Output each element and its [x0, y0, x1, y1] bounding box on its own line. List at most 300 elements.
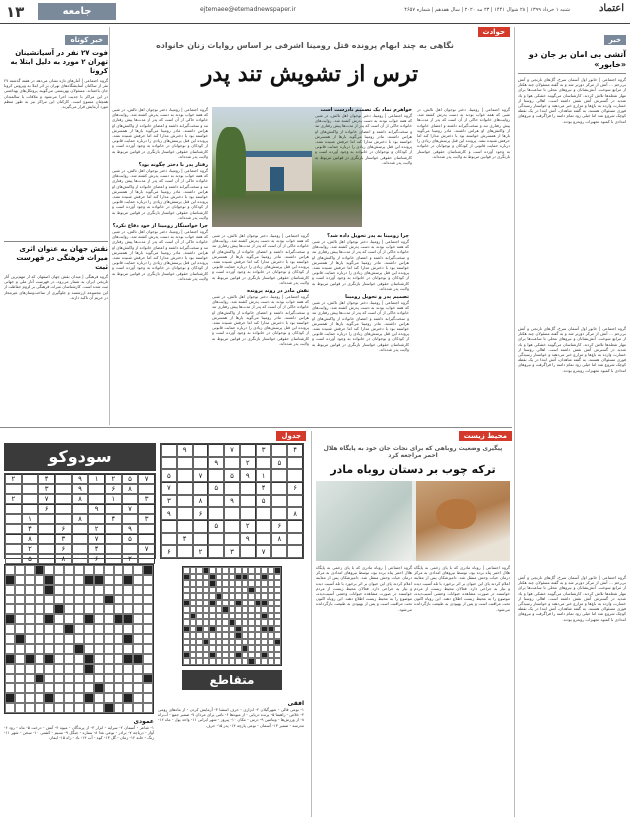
crossword-cell[interactable] [25, 664, 35, 674]
crossword-cell[interactable] [25, 703, 35, 713]
sudoku-cell[interactable]: ۵ [224, 469, 240, 482]
crossword-cell[interactable] [64, 614, 74, 624]
crossword-cell[interactable] [25, 693, 35, 703]
crossword-cell[interactable] [35, 703, 45, 713]
crossword-cell[interactable] [15, 565, 25, 575]
crossword-cell[interactable] [54, 634, 64, 644]
crossword-cell[interactable] [35, 624, 45, 634]
crossword-cell[interactable] [94, 624, 104, 634]
crossword-cell[interactable] [64, 674, 74, 684]
sudoku-cell[interactable] [208, 495, 224, 508]
crossword-cell[interactable] [94, 565, 104, 575]
crossword-cell[interactable] [114, 693, 124, 703]
crossword-cell[interactable] [44, 624, 54, 634]
crossword-cell[interactable] [44, 693, 54, 703]
crossword-cell[interactable] [5, 634, 15, 644]
crossword-cell[interactable] [143, 664, 153, 674]
crossword-cell[interactable] [54, 585, 64, 595]
crossword-cell[interactable] [25, 683, 35, 693]
sudoku-cell[interactable]: ۷ [193, 469, 209, 482]
crossword-cell[interactable] [44, 664, 54, 674]
crossword-cell[interactable] [5, 624, 15, 634]
crossword-cell[interactable] [133, 604, 143, 614]
crossword-cell[interactable] [123, 674, 133, 684]
crossword-cell[interactable] [143, 565, 153, 575]
crossword-cell[interactable] [25, 575, 35, 585]
crossword-cell[interactable] [104, 703, 114, 713]
crossword-cell[interactable] [104, 614, 114, 624]
sudoku-cell[interactable] [208, 507, 224, 520]
sudoku-cell[interactable]: ۳ [224, 545, 240, 558]
crossword-cell[interactable] [133, 595, 143, 605]
crossword-cell[interactable] [54, 624, 64, 634]
crossword-cell[interactable] [84, 565, 94, 575]
sudoku-cell[interactable] [271, 444, 287, 457]
crossword-cell[interactable] [25, 614, 35, 624]
sudoku-cell[interactable] [193, 533, 209, 546]
crossword-cell[interactable] [64, 654, 74, 664]
crossword-cell[interactable] [123, 565, 133, 575]
crossword-cell[interactable] [114, 624, 124, 634]
sudoku-cell[interactable] [208, 545, 224, 558]
crossword-cell[interactable] [114, 644, 124, 654]
crossword-cell[interactable] [25, 654, 35, 664]
sudoku-cell[interactable]: ۴ [177, 533, 193, 546]
sudoku-cell[interactable]: ۹ [240, 469, 256, 482]
crossword-cell[interactable] [64, 565, 74, 575]
sudoku-cell[interactable]: ۵ [208, 482, 224, 495]
sudoku-cell[interactable]: ۳ [256, 444, 272, 457]
crossword-cell[interactable] [104, 664, 114, 674]
crossword-cell[interactable] [114, 604, 124, 614]
crossword-cell[interactable] [84, 693, 94, 703]
crossword-cell[interactable] [64, 595, 74, 605]
crossword-cell[interactable] [25, 624, 35, 634]
crossword-cell[interactable] [5, 683, 15, 693]
sudoku-cell[interactable] [287, 495, 303, 508]
sudoku-cell[interactable] [240, 545, 256, 558]
sudoku-cell[interactable] [177, 545, 193, 558]
sudoku-cell[interactable] [287, 545, 303, 558]
crossword-cell[interactable] [133, 683, 143, 693]
crossword-cell[interactable] [74, 634, 84, 644]
sudoku-cell[interactable]: ۳ [161, 495, 177, 508]
sudoku-cell[interactable] [177, 469, 193, 482]
crossword-cell[interactable] [64, 683, 74, 693]
sudoku-cell[interactable] [256, 457, 272, 470]
crossword-cell[interactable] [94, 585, 104, 595]
crossword-cell[interactable] [143, 575, 153, 585]
crossword-cell[interactable] [104, 644, 114, 654]
crossword-cell[interactable] [44, 595, 54, 605]
crossword-cell[interactable] [143, 644, 153, 654]
sudoku-grid[interactable] [160, 443, 304, 559]
sudoku-cell[interactable]: ۶ [287, 482, 303, 495]
crossword-cell[interactable] [84, 624, 94, 634]
crossword-cell[interactable] [143, 604, 153, 614]
sudoku-cell[interactable] [240, 495, 256, 508]
crossword-cell[interactable] [94, 674, 104, 684]
sudoku-cell[interactable] [177, 495, 193, 508]
sudoku-cell[interactable] [256, 520, 272, 533]
sudoku-cell[interactable] [271, 545, 287, 558]
crossword-cell[interactable] [35, 585, 45, 595]
crossword-cell[interactable] [54, 683, 64, 693]
crossword-cell[interactable] [15, 614, 25, 624]
sudoku-cell[interactable] [287, 533, 303, 546]
crossword-cell[interactable] [44, 644, 54, 654]
crossword-cell[interactable] [123, 644, 133, 654]
crossword-cell[interactable] [15, 604, 25, 614]
crossword-cell[interactable] [143, 674, 153, 684]
crossword-cell[interactable] [64, 664, 74, 674]
sudoku-cell[interactable]: ۹ [161, 507, 177, 520]
crossword-cell[interactable] [15, 703, 25, 713]
crossword-cell[interactable] [114, 575, 124, 585]
crossword-cell[interactable] [104, 595, 114, 605]
crossword-cell[interactable] [143, 683, 153, 693]
crossword-cell[interactable] [5, 703, 15, 713]
crossword-cell[interactable] [143, 614, 153, 624]
crossword-cell[interactable] [25, 604, 35, 614]
crossword-cell[interactable] [54, 674, 64, 684]
crossword-cell[interactable] [25, 674, 35, 684]
crossword-cell[interactable] [35, 693, 45, 703]
sudoku-cell[interactable] [224, 457, 240, 470]
sudoku-cell[interactable] [161, 520, 177, 533]
sudoku-cell[interactable] [193, 520, 209, 533]
sudoku-cell[interactable] [271, 469, 287, 482]
crossword-cell[interactable] [94, 683, 104, 693]
sudoku-cell[interactable]: ۵ [161, 469, 177, 482]
sudoku-cell[interactable] [161, 533, 177, 546]
crossword-cell[interactable] [5, 644, 15, 654]
crossword-cell[interactable] [133, 614, 143, 624]
crossword-cell[interactable] [74, 624, 84, 634]
crossword-cell[interactable] [114, 565, 124, 575]
crossword-cell[interactable] [5, 575, 15, 585]
sudoku-cell[interactable]: ۷ [256, 545, 272, 558]
crossword-cell[interactable] [94, 634, 104, 644]
crossword-cell[interactable] [143, 634, 153, 644]
crossword-cell[interactable] [5, 565, 15, 575]
crossword-cell[interactable] [54, 575, 64, 585]
crossword-cell[interactable] [133, 654, 143, 664]
crossword-cell[interactable] [133, 575, 143, 585]
crossword-cell[interactable] [84, 614, 94, 624]
crossword-cell[interactable] [133, 634, 143, 644]
crossword-cell[interactable] [104, 634, 114, 644]
crossword-cell[interactable] [44, 585, 54, 595]
crossword-cell[interactable] [84, 634, 94, 644]
sudoku-cell[interactable]: ۶ [271, 520, 287, 533]
crossword-cell[interactable] [123, 683, 133, 693]
crossword-cell[interactable] [54, 664, 64, 674]
crossword-cell[interactable] [64, 575, 74, 585]
crossword-cell[interactable] [74, 693, 84, 703]
crossword-cell[interactable] [94, 644, 104, 654]
crossword-cell[interactable] [94, 575, 104, 585]
crossword-cell[interactable] [35, 604, 45, 614]
crossword-cell[interactable] [114, 674, 124, 684]
sudoku-cell[interactable]: ۸ [287, 507, 303, 520]
crossword-cell[interactable] [94, 654, 104, 664]
crossword-cell[interactable] [84, 644, 94, 654]
crossword-grid[interactable] [4, 564, 154, 714]
crossword-cell[interactable] [15, 585, 25, 595]
crossword-cell[interactable] [44, 634, 54, 644]
sudoku-cell[interactable]: ۷ [224, 444, 240, 457]
crossword-cell[interactable] [44, 703, 54, 713]
crossword-cell[interactable] [44, 654, 54, 664]
crossword-cell[interactable] [15, 693, 25, 703]
crossword-cell[interactable] [123, 624, 133, 634]
crossword-cell[interactable] [15, 624, 25, 634]
crossword-cell[interactable] [54, 644, 64, 654]
crossword-cell[interactable] [104, 683, 114, 693]
sudoku-cell[interactable] [287, 457, 303, 470]
crossword-cell[interactable] [64, 624, 74, 634]
crossword-cell[interactable] [123, 654, 133, 664]
crossword-cell[interactable] [84, 654, 94, 664]
crossword-cell[interactable] [143, 654, 153, 664]
sudoku-cell[interactable] [240, 444, 256, 457]
crossword-cell[interactable] [15, 644, 25, 654]
crossword-cell[interactable] [133, 693, 143, 703]
sudoku-cell[interactable]: ۵ [208, 520, 224, 533]
sudoku-cell[interactable] [193, 444, 209, 457]
crossword-cell[interactable] [114, 664, 124, 674]
crossword-cell[interactable] [84, 575, 94, 585]
crossword-cell[interactable] [35, 654, 45, 664]
sudoku-cell[interactable]: ۹ [177, 444, 193, 457]
crossword-cell[interactable] [5, 674, 15, 684]
crossword-cell[interactable] [114, 614, 124, 624]
crossword-cell[interactable] [104, 575, 114, 585]
crossword-cell[interactable] [54, 604, 64, 614]
sudoku-cell[interactable] [177, 482, 193, 495]
sudoku-cell[interactable] [208, 469, 224, 482]
crossword-cell[interactable] [74, 644, 84, 654]
sudoku-cell[interactable]: ۵ [256, 495, 272, 508]
sudoku-cell[interactable]: ۹ [240, 533, 256, 546]
sudoku-cell[interactable] [287, 520, 303, 533]
sudoku-cell[interactable] [193, 457, 209, 470]
sudoku-cell[interactable] [208, 533, 224, 546]
crossword-cell[interactable] [25, 634, 35, 644]
crossword-cell[interactable] [35, 595, 45, 605]
sudoku-cell[interactable] [271, 482, 287, 495]
sudoku-cell[interactable]: ۸ [193, 495, 209, 508]
crossword-cell[interactable] [15, 595, 25, 605]
crossword-cell[interactable] [64, 703, 74, 713]
sudoku-cell[interactable]: ۵ [271, 457, 287, 470]
sudoku-cell[interactable] [161, 457, 177, 470]
crossword-cell[interactable] [114, 595, 124, 605]
sudoku-cell[interactable] [208, 444, 224, 457]
crossword-cell[interactable] [25, 565, 35, 575]
crossword-cell[interactable] [5, 614, 15, 624]
crossword-cell[interactable] [114, 585, 124, 595]
crossword-cell[interactable] [15, 674, 25, 684]
crossword-cell[interactable] [5, 604, 15, 614]
crossword-cell[interactable] [54, 565, 64, 575]
crossword-cell[interactable] [84, 674, 94, 684]
sudoku-cell[interactable] [224, 507, 240, 520]
sudoku-cell[interactable]: ۱ [256, 469, 272, 482]
crossword-cell[interactable] [64, 693, 74, 703]
crossword-cell[interactable] [94, 595, 104, 605]
crossword-cell[interactable] [123, 703, 133, 713]
sudoku-cell[interactable]: ۲ [240, 457, 256, 470]
crossword-cell[interactable] [143, 595, 153, 605]
crossword-cell[interactable] [15, 654, 25, 664]
crossword-cell[interactable] [94, 693, 104, 703]
crossword-cell[interactable] [15, 664, 25, 674]
crossword-cell[interactable] [74, 595, 84, 605]
crossword-cell[interactable] [44, 575, 54, 585]
crossword-cell[interactable] [64, 604, 74, 614]
crossword-cell[interactable] [114, 683, 124, 693]
sudoku-cell[interactable] [256, 533, 272, 546]
sudoku-cell[interactable]: ۴ [256, 482, 272, 495]
crossword-cell[interactable] [25, 644, 35, 654]
crossword-cell[interactable] [143, 703, 153, 713]
crossword-cell[interactable] [74, 614, 84, 624]
crossword-cell[interactable] [64, 634, 74, 644]
crossword-cell[interactable] [104, 624, 114, 634]
crossword-cell[interactable] [104, 604, 114, 614]
crossword-cell[interactable] [143, 624, 153, 634]
crossword-cell[interactable] [84, 595, 94, 605]
sudoku-cell[interactable] [240, 507, 256, 520]
crossword-cell[interactable] [143, 585, 153, 595]
crossword-cell[interactable] [94, 664, 104, 674]
crossword-cell[interactable] [44, 565, 54, 575]
sudoku-cell[interactable] [271, 495, 287, 508]
sudoku-cell[interactable] [287, 469, 303, 482]
crossword-cell[interactable] [5, 693, 15, 703]
sudoku-cell[interactable] [271, 507, 287, 520]
crossword-cell[interactable] [74, 703, 84, 713]
sudoku-cell[interactable] [224, 520, 240, 533]
sudoku-cell[interactable]: ۲ [240, 520, 256, 533]
crossword-cell[interactable] [84, 664, 94, 674]
crossword-cell[interactable] [35, 683, 45, 693]
crossword-cell[interactable] [15, 683, 25, 693]
crossword-cell[interactable] [74, 565, 84, 575]
crossword-cell[interactable] [104, 693, 114, 703]
crossword-cell[interactable] [5, 664, 15, 674]
crossword-cell[interactable] [84, 585, 94, 595]
crossword-cell[interactable] [133, 674, 143, 684]
crossword-cell[interactable] [94, 604, 104, 614]
sudoku-cell[interactable] [256, 507, 272, 520]
sudoku-cell[interactable] [177, 457, 193, 470]
sudoku-cell[interactable]: ۲ [193, 545, 209, 558]
crossword-cell[interactable] [35, 634, 45, 644]
crossword-cell[interactable] [15, 575, 25, 585]
crossword-cell[interactable] [123, 634, 133, 644]
crossword-cell[interactable] [114, 703, 124, 713]
crossword-cell[interactable] [44, 674, 54, 684]
crossword-cell[interactable] [123, 693, 133, 703]
sudoku-cell[interactable]: ۹ [208, 457, 224, 470]
crossword-cell[interactable] [54, 595, 64, 605]
crossword-cell[interactable] [54, 703, 64, 713]
crossword-cell[interactable] [133, 585, 143, 595]
crossword-cell[interactable] [44, 604, 54, 614]
crossword-cell[interactable] [44, 683, 54, 693]
crossword-cell[interactable] [114, 634, 124, 644]
crossword-cell[interactable] [64, 585, 74, 595]
crossword-cell[interactable] [133, 565, 143, 575]
crossword-cell[interactable] [54, 654, 64, 664]
sudoku-cell[interactable] [177, 520, 193, 533]
crossword-cell[interactable] [74, 575, 84, 585]
crossword-cell[interactable] [74, 674, 84, 684]
crossword-cell[interactable] [133, 644, 143, 654]
sudoku-cell[interactable]: ۹ [224, 495, 240, 508]
crossword-cell[interactable] [133, 624, 143, 634]
crossword-cell[interactable] [84, 703, 94, 713]
crossword-cell[interactable] [35, 614, 45, 624]
crossword-cell[interactable] [114, 654, 124, 664]
sudoku-cell[interactable] [177, 507, 193, 520]
crossword-cell[interactable] [54, 614, 64, 624]
crossword-cell[interactable] [74, 604, 84, 614]
crossword-cell[interactable] [5, 585, 15, 595]
crossword-cell[interactable] [5, 654, 15, 664]
sudoku-cell[interactable] [224, 482, 240, 495]
crossword-cell[interactable] [54, 693, 64, 703]
crossword-cell[interactable] [104, 654, 114, 664]
sudoku-cell[interactable]: ۸ [271, 533, 287, 546]
sudoku-cell[interactable]: ۴ [287, 444, 303, 457]
crossword-cell[interactable] [74, 664, 84, 674]
crossword-cell[interactable] [74, 585, 84, 595]
crossword-cell[interactable] [123, 664, 133, 674]
crossword-cell[interactable] [25, 585, 35, 595]
crossword-cell[interactable] [104, 585, 114, 595]
crossword-cell[interactable] [15, 634, 25, 644]
crossword-cell[interactable] [104, 565, 114, 575]
crossword-cell[interactable] [123, 595, 133, 605]
crossword-cell[interactable] [25, 595, 35, 605]
crossword-cell[interactable] [104, 674, 114, 684]
crossword-cell[interactable] [5, 595, 15, 605]
crossword-cell[interactable] [94, 614, 104, 624]
sudoku-cell[interactable]: ۷ [161, 482, 177, 495]
crossword-cell[interactable] [133, 664, 143, 674]
crossword-cell[interactable] [123, 575, 133, 585]
crossword-cell[interactable] [94, 703, 104, 713]
sudoku-cell[interactable]: ۶ [161, 545, 177, 558]
sudoku-cell[interactable] [240, 482, 256, 495]
email[interactable]: ejtemaee@etemadnewspaper.ir [200, 6, 296, 13]
crossword-cell[interactable] [44, 614, 54, 624]
crossword-cell[interactable] [35, 644, 45, 654]
crossword-cell[interactable] [64, 644, 74, 654]
crossword-cell[interactable] [35, 674, 45, 684]
crossword-cell[interactable] [123, 585, 133, 595]
sudoku-cell[interactable]: ۶ [193, 507, 209, 520]
crossword-cell[interactable] [74, 654, 84, 664]
sudoku-cell[interactable] [193, 482, 209, 495]
sudoku-cell[interactable] [161, 444, 177, 457]
crossword-cell[interactable] [84, 683, 94, 693]
crossword-cell[interactable] [35, 575, 45, 585]
